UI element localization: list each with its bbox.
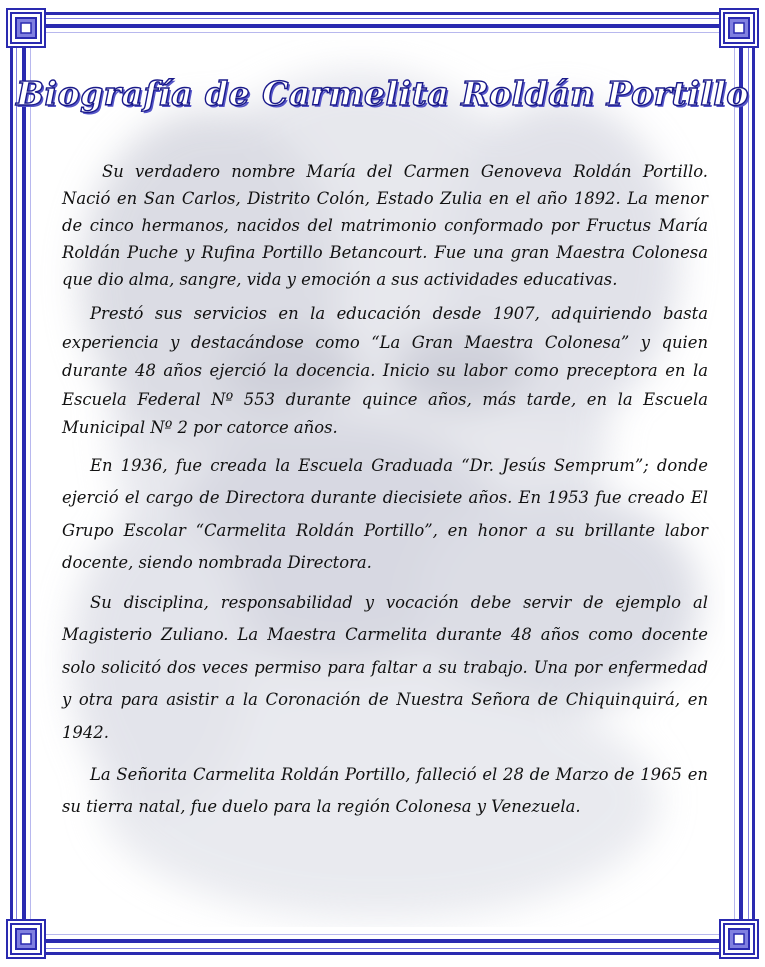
paragraph-discipline: Su disciplina, responsabilidad y vocación debe servir de ejemplo al Magisterio Zuliano. La Maestra Carmelita durante 48 años como docente solo solicitó dos veces permiso para faltar a su trabajo. Una por enfermedad y otra para asistir a la Coronación de Nuestra Señora de Chiquinquirá, en 1942. bbox=[62, 592, 708, 742]
biography-text bbox=[62, 158, 708, 830]
corner-ornament-icon bbox=[719, 8, 759, 48]
paragraph-birth: Su verdadero nombre María del Carmen Genoveva Roldán Portillo. Nació en San Carlos, Distrito Colón, Estado Zulia en el año 1892. La menor de cinco hermanos, nacidos del matrimonio conformado por Fructus María Roldán Puche y Rufina Portillo Betancourt. Fue una gran Maestra Colonesa que dio alma, sangre, vida y emoción a sus actividades educativas. bbox=[62, 162, 708, 289]
paragraph-career: Prestó sus servicios en la educación desde 1907, adquiriendo basta experiencia y destacándose como “La Gran Maestra Colonesa” y quien durante 48 años ejerció la docencia. Inicio su labor como preceptora en la Escuela Federal Nº 553 durante quince años, más tarde, en la Escuela Municipal Nº 2 por catorce años. bbox=[62, 304, 708, 437]
corner-ornament-icon bbox=[719, 919, 759, 959]
page-title: Biografía de Carmelita Roldán Portillo bbox=[16, 74, 749, 113]
corner-ornament-icon bbox=[6, 919, 46, 959]
paragraph-death: La Señorita Carmelita Roldán Portillo, falleció el 28 de Marzo de 1965 en su tierra natal, fue duelo para la región Colonesa y Venezuela. bbox=[62, 765, 708, 816]
corner-ornament-icon bbox=[6, 8, 46, 48]
paragraph-school: En 1936, fue creada la Escuela Graduada “Dr. Jesús Semprum”; donde ejerció el cargo de Directora durante diecisiete años. En 1953 fue creado El Grupo Escolar “Carmelita Roldán Portillo”, en honor a su brillante labor docente, siendo nombrada Directora. bbox=[62, 455, 708, 572]
